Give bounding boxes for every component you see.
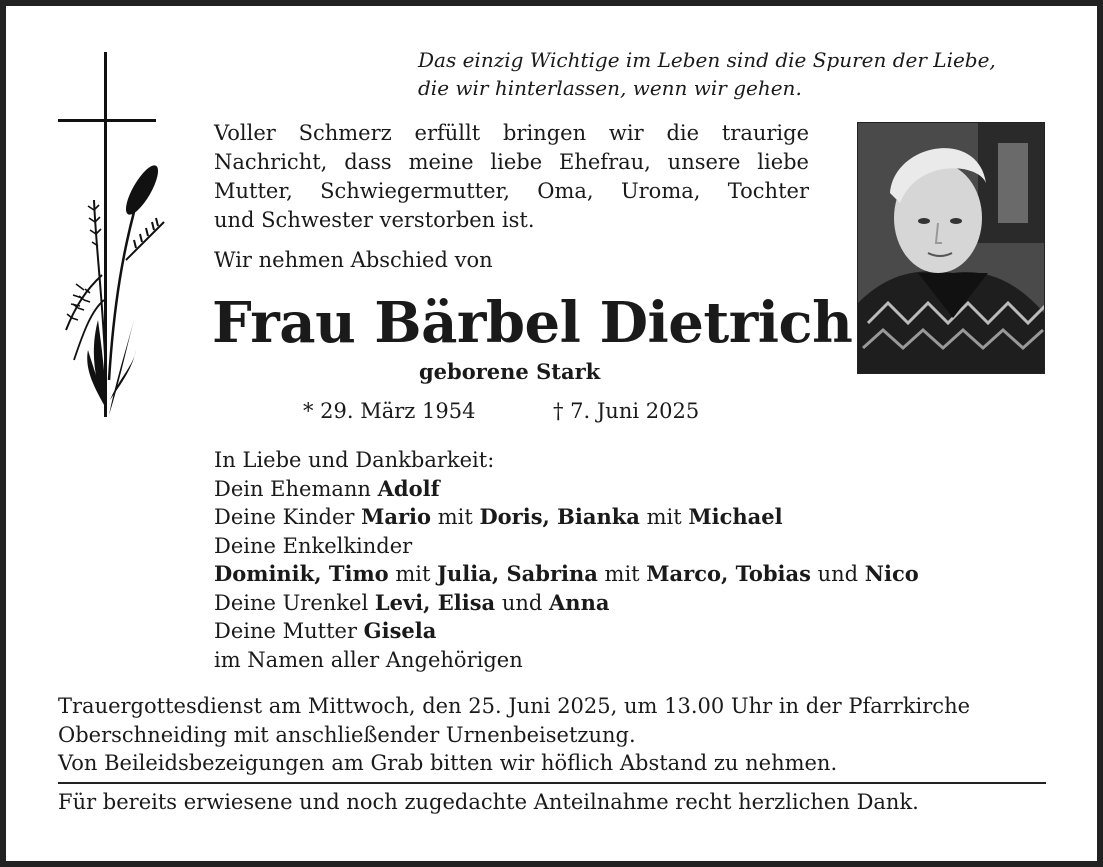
connector: mit: [597, 562, 647, 586]
mother-line: [214, 617, 919, 646]
husband-name: Adolf: [377, 475, 440, 501]
connector: mit: [431, 505, 480, 529]
deceased-name: Frau Bärbel Dietrich: [212, 290, 853, 356]
mourners-heading: In Liebe und Dankbarkeit:: [214, 448, 495, 472]
quote-line-2: die wir hinterlassen, wenn wir gehen.: [418, 76, 802, 100]
service-line-2: Oberschneiding mit anschließender Urnenbeisetzung.: [58, 722, 636, 747]
grandchild-names: Marco, Tobias: [646, 561, 811, 586]
connector: und: [495, 590, 550, 615]
grandchild-partner-names: Julia, Sabrina: [437, 561, 598, 586]
quote-line-1: Das einzig Wichtige im Leben sind die Spuren der Liebe,: [418, 48, 996, 72]
partner-name: Michael: [688, 504, 783, 529]
portrait-photo: [857, 122, 1045, 374]
children-line: [214, 503, 919, 532]
divider: [58, 782, 1046, 784]
child-name: Mario: [361, 504, 432, 529]
grandchildren-label: Deine Enkelkinder: [214, 533, 413, 558]
service-line-3: Von Beileidsbezeigungen am Grab bitten wir höflich Abstand zu nehmen.: [58, 751, 838, 775]
service-info: [58, 692, 970, 778]
grandchild-name: Nico: [864, 561, 919, 586]
intro-line-2: Nachricht, dass meine liebe Ehefrau, unsere liebe: [214, 150, 809, 174]
connector: mit: [639, 505, 689, 529]
portrait-illustration: [858, 123, 1044, 373]
intro-line-3: Mutter, Schwiegermutter, Oma, Uroma, Tochter: [214, 179, 809, 203]
children-prefix: Deine Kinder: [214, 505, 362, 529]
intro-paragraph: [214, 119, 809, 235]
connector: und: [810, 562, 865, 586]
husband-line: [214, 475, 919, 504]
grandchildren-line: [214, 560, 919, 589]
service-line-1: Trauergottesdienst am Mittwoch, den 25. Juni 2025, um 13.00 Uhr in der Pfarrkirche: [58, 694, 971, 718]
great-grandchild-names: Levi, Elisa: [374, 589, 496, 615]
birth-name: geborene Stark: [419, 359, 601, 384]
thanks-text: Für bereits erwiesene und noch zugedachte Anteilnahme recht herzlichen Dank.: [58, 790, 919, 814]
husband-prefix: Dein Ehemann: [214, 476, 378, 501]
intro-line-4: und Schwester verstorben ist.: [214, 208, 535, 232]
death-date: † 7. Juni 2025: [553, 399, 700, 423]
mother-prefix: Deine Mutter: [214, 619, 364, 643]
partner-names: Doris, Bianka: [479, 504, 640, 529]
connector: mit: [388, 562, 438, 586]
farewell-text: Wir nehmen Abschied von: [214, 248, 493, 272]
grandchild-names: Dominik, Timo: [214, 561, 389, 586]
mourners-closing: im Namen aller Angehörigen: [214, 647, 523, 672]
mother-name: Gisela: [363, 618, 437, 643]
great-grandchildren-line: [214, 589, 919, 618]
birth-date: * 29. März 1954: [303, 399, 476, 423]
intro-line-1: Voller Schmerz erfüllt bringen wir die traurige: [214, 121, 809, 145]
great-grandchildren-prefix: Deine Urenkel: [214, 590, 375, 615]
great-grandchild-name: Anna: [549, 589, 610, 615]
cross-with-wheat-icon: [54, 50, 174, 420]
mourners-list: [214, 446, 919, 674]
